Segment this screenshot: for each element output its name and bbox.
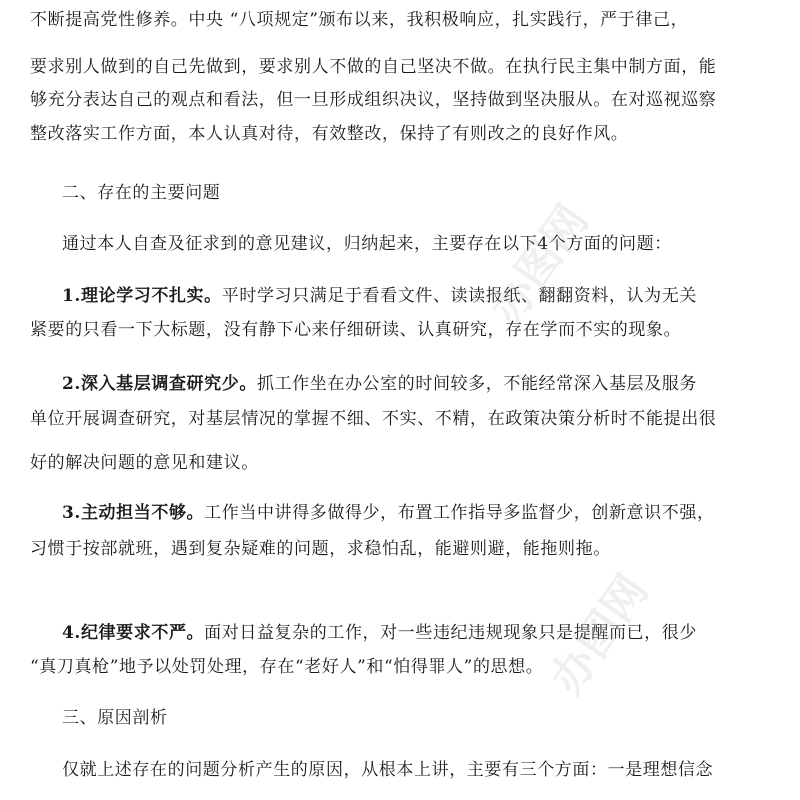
body-line: 仅就上述存在的问题分析产生的原因，从根本上讲，主要有三个方面：一是理想信念 — [62, 760, 714, 780]
problem-3-heading: 3.主动担当不够。 — [62, 503, 205, 523]
problem-1-text: 平时学习只满足于看看文件、读读报纸、翻翻资料，认为无关 — [221, 286, 697, 306]
problem-4-heading: 4.纪律要求不严。 — [62, 623, 205, 643]
problem-3-line — [62, 503, 775, 523]
body-line: 单位开展调查研究，对基层情况的掌握不细、不实、不精，在政策决策分析时不能提出很 — [30, 409, 717, 429]
section-heading-causes: 三、原因剖析 — [62, 708, 168, 728]
body-line: 好的解决问题的意见和建议。 — [30, 453, 259, 473]
body-line: 紧要的只看一下大标题，没有静下心来仔细研读、认真研究，存在学而不实的现象。 — [30, 320, 682, 340]
intro-paragraph: 通过本人自查及征求到的意见建议，归纳起来，主要存在以下4个方面的问题： — [62, 234, 672, 254]
watermark: 办图网 — [480, 195, 599, 334]
section-heading-problems: 二、存在的主要问题 — [62, 183, 221, 203]
problem-2-heading: 2.深入基层调查研究少。 — [62, 374, 257, 394]
problem-4-line — [62, 623, 775, 643]
body-line: 习惯于按部就班，遇到复杂疑难的问题，求稳怕乱，能避则避，能拖则拖。 — [30, 539, 611, 559]
problem-1-heading: 1.理论学习不扎实。 — [62, 286, 222, 306]
body-line: “真刀真枪”地予以处罚处理，存在“老好人”和“怕得罪人”的思想。 — [30, 657, 544, 677]
body-line: 整改落实工作方面，本人认真对待，有效整改，保持了有则改之的良好作风。 — [30, 124, 629, 144]
body-line: 不断提高党性修养。中央 “八项规定”颁布以来，我积极响应，扎实践行，严于律己， — [30, 10, 689, 30]
problem-3-text: 工作当中讲得多做得少，布置工作指导多监督少，创新意识不强， — [204, 503, 715, 523]
problem-2-text: 抓工作坐在办公室的时间较多，不能经常深入基层及服务 — [256, 374, 697, 394]
problem-2-line — [62, 374, 775, 394]
body-line: 够充分表达自己的观点和看法，但一旦形成组织决议，坚持做到坚决服从。在对巡视巡察 — [30, 90, 717, 110]
problem-1-line — [62, 286, 775, 306]
watermark: 办图网 — [540, 565, 659, 704]
problem-4-text: 面对日益复杂的工作，对一些违纪违规现象只是提醒而已，很少 — [204, 623, 697, 643]
body-line: 要求别人做到的自己先做到，要求别人不做的自己坚决不做。在执行民主集中制方面，能 — [30, 57, 717, 77]
